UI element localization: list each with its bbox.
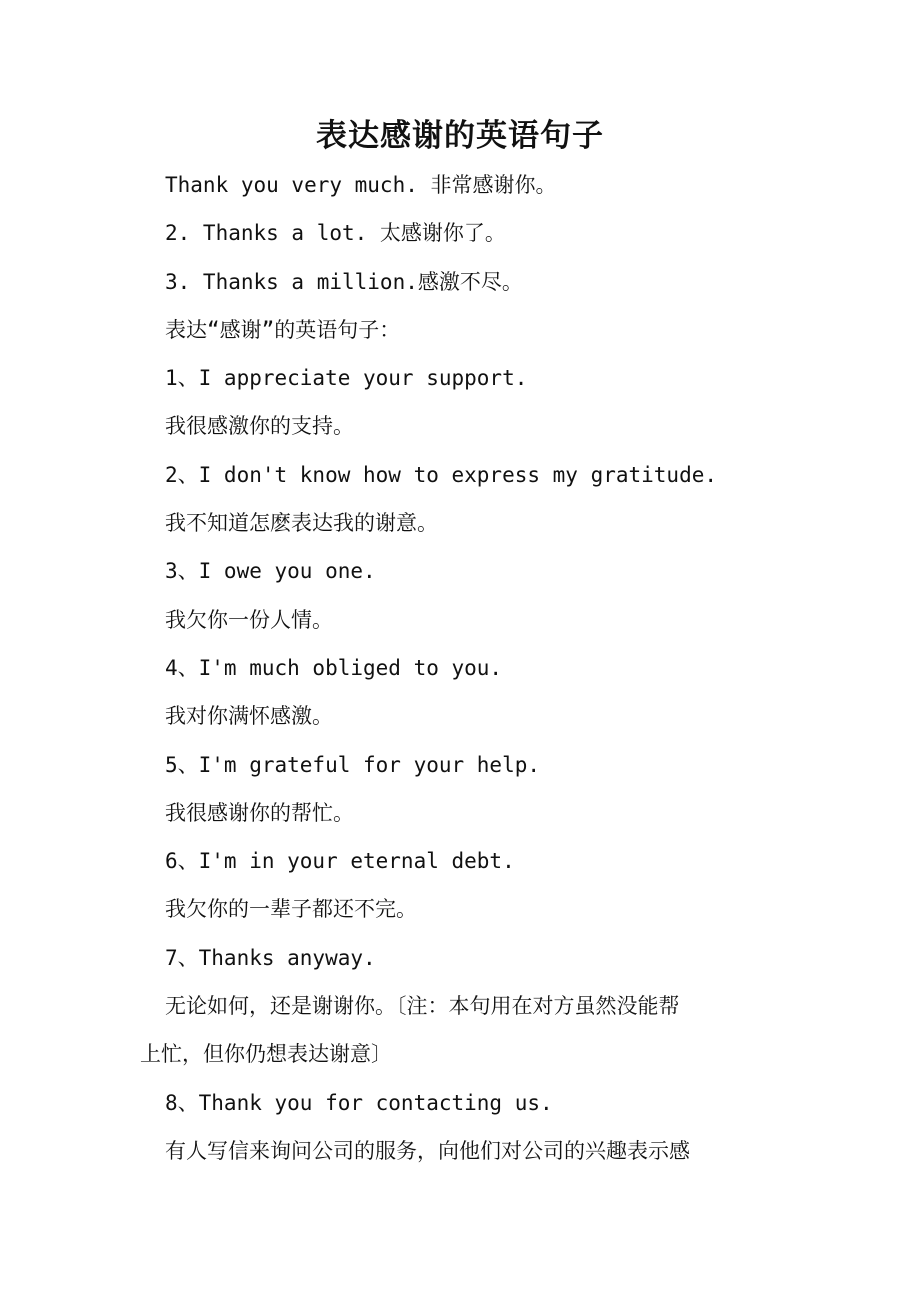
text-line: 2. Thanks a lot. 太感谢你了。 [165, 221, 506, 246]
text-line-continuation: 上忙，但你仍想表达谢意〕 [140, 1042, 392, 1067]
text-line: 我很感激你的支持。 [165, 414, 354, 439]
text-line: 我欠你的一辈子都还不完。 [165, 897, 417, 922]
text-line: 6、I'm in your eternal debt. [165, 849, 515, 874]
text-line: 我欠你一份人情。 [165, 607, 333, 632]
text-line: 有人写信来询问公司的服务，向他们对公司的兴趣表示感 [165, 1138, 690, 1163]
text-line: 7、Thanks anyway. [165, 945, 376, 970]
text-line: 我对你满怀感激。 [165, 704, 333, 729]
document-body [140, 161, 790, 1175]
text-line: 2、I don't know how to express my gratitude. [165, 462, 718, 487]
text-line: 我不知道怎麽表达我的谢意。 [165, 511, 438, 536]
document-title: 表达感谢的英语句子 [316, 118, 604, 154]
section-heading: 表达“感谢”的英语句子： [165, 317, 401, 342]
text-line: 5、I'm grateful for your help. [165, 752, 541, 777]
text-line: 8、Thank you for contacting us. [165, 1090, 553, 1115]
text-line: 无论如何，还是谢谢你。〔注：本句用在对方虽然没能帮 [165, 994, 680, 1019]
text-line: 3. Thanks a million.感激不尽。 [165, 269, 523, 294]
text-line: 3、I owe you one. [165, 559, 376, 584]
text-line: 1、I appreciate your support. [165, 366, 528, 391]
text-line: 4、I'm much obliged to you. [165, 655, 503, 680]
text-line: 我很感谢你的帮忙。 [165, 800, 354, 825]
text-line: Thank you very much. 非常感谢你。 [165, 173, 557, 197]
